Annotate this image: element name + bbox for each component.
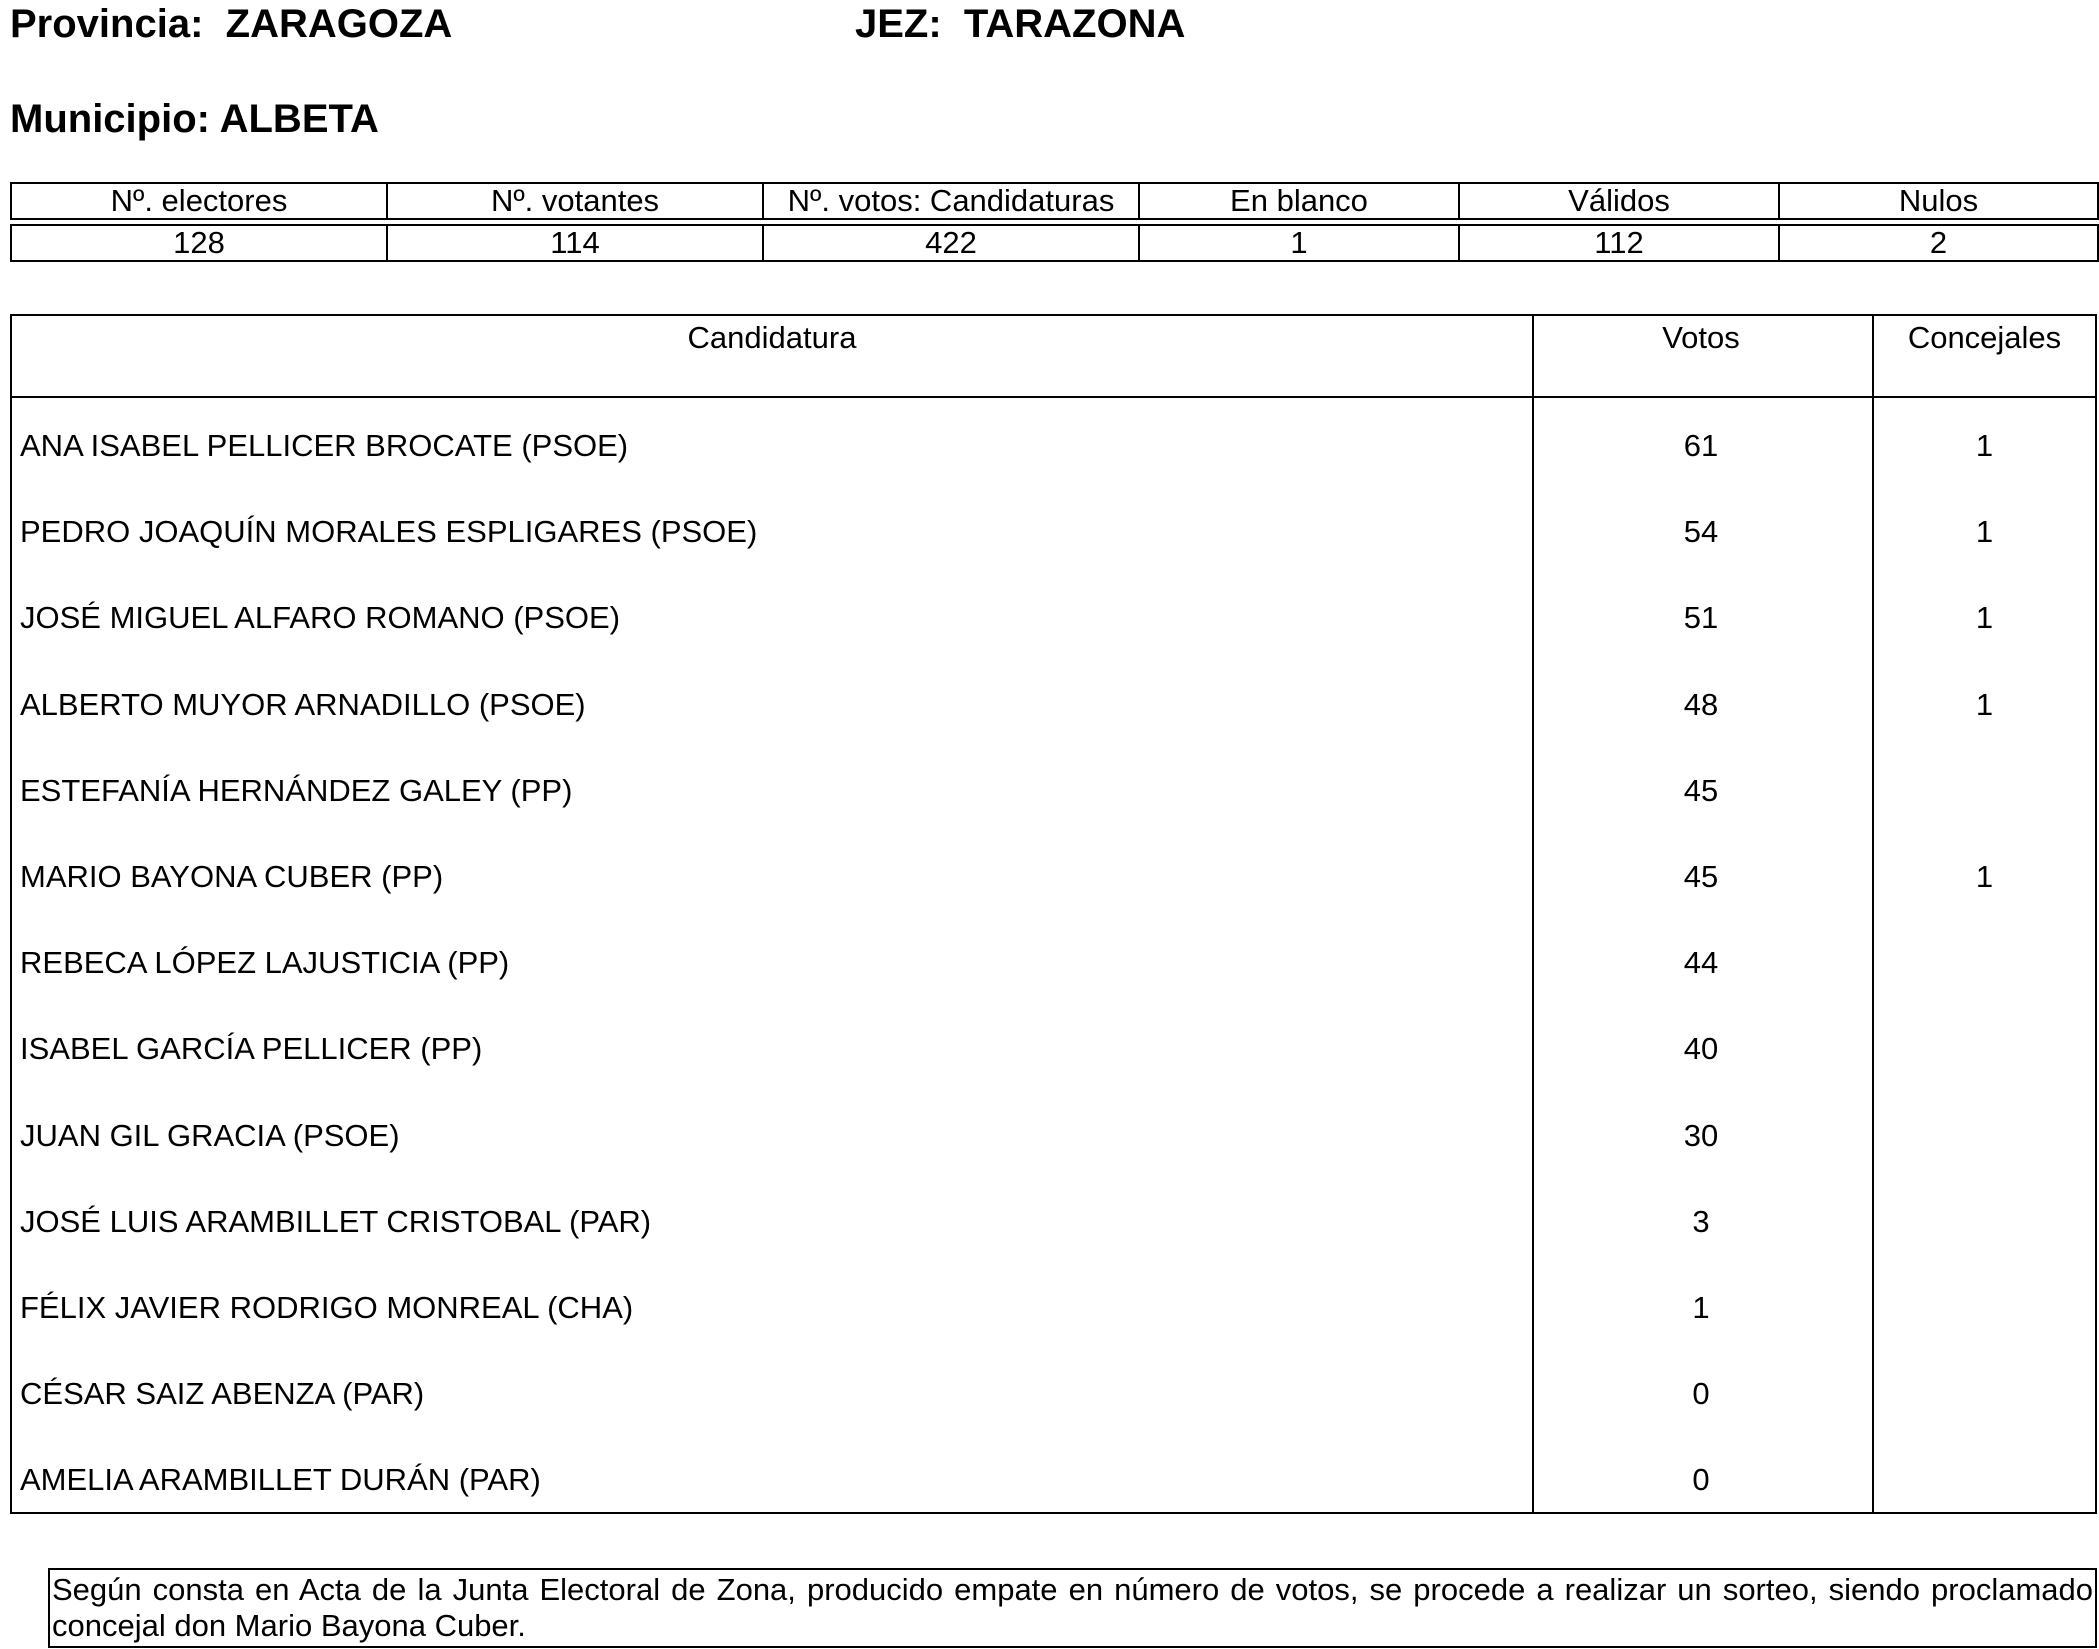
- candidate-name: REBECA LÓPEZ LAJUSTICIA (PP): [20, 945, 510, 981]
- table-row: [12, 570, 2095, 656]
- candidate-name: ESTEFANÍA HERNÁNDEZ GALEY (PP): [20, 772, 573, 808]
- summary-value-votos-candidaturas: 422: [763, 225, 1139, 261]
- table-row: [12, 829, 2095, 915]
- table-row: [12, 1174, 2095, 1260]
- tie-break-note: Según consta en Acta de la Junta Electoral de Zona, producido empate en número de votos, se procede a realizar un sorteo, siendo proclamado concejal don Mario Bayona Cuber.: [48, 1568, 2097, 1648]
- candidate-name: MARIO BAYONA CUBER (PP): [20, 858, 444, 894]
- results-rows: [12, 398, 2095, 1518]
- header-candidatura: Candidatura: [687, 320, 857, 355]
- municipio-value: ALBETA: [219, 97, 379, 141]
- summary-value-en-blanco: 1: [1139, 225, 1459, 261]
- candidate-concejales: 1: [1975, 514, 1994, 550]
- provincia-heading: [10, 0, 452, 48]
- candidate-name: JOSÉ MIGUEL ALFARO ROMANO (PSOE): [20, 600, 621, 636]
- summary-value-nulos: 2: [1779, 225, 2098, 261]
- candidate-concejales: 1: [1975, 428, 1994, 463]
- table-row: [12, 1001, 2095, 1087]
- table-row: [12, 1346, 2095, 1432]
- summary-header-nulos: Nulos: [1779, 183, 2098, 219]
- candidate-name: ALBERTO MUYOR ARNADILLO (PSOE): [20, 686, 586, 722]
- candidate-votes: 0: [1692, 1376, 1710, 1412]
- table-row: [12, 398, 2095, 484]
- municipio-heading: [10, 95, 379, 143]
- candidate-votes: 30: [1683, 1117, 1719, 1153]
- candidate-name: JOSÉ LUIS ARAMBILLET CRISTOBAL (PAR): [20, 1203, 652, 1239]
- candidate-name: JUAN GIL GRACIA (PSOE): [20, 1117, 400, 1153]
- candidate-votes: 44: [1683, 945, 1719, 981]
- table-row: [12, 915, 2095, 1001]
- table-row: [12, 743, 2095, 829]
- summary-header-row: [11, 183, 2098, 219]
- table-row: [12, 1088, 2095, 1174]
- candidate-votes: 0: [1692, 1462, 1710, 1498]
- summary-header-electores: Nº. electores: [11, 183, 387, 219]
- summary-header-validos: Válidos: [1459, 183, 1779, 219]
- candidate-votes: 40: [1683, 1031, 1719, 1067]
- candidate-name: FÉLIX JAVIER RODRIGO MONREAL (CHA): [20, 1289, 634, 1325]
- candidate-concejales: 1: [1975, 686, 1994, 722]
- jez-heading: [855, 0, 1185, 48]
- table-row: [12, 1432, 2095, 1518]
- candidate-votes: 1: [1692, 1289, 1710, 1325]
- candidate-votes: 45: [1683, 772, 1719, 808]
- header-votos: Votos: [1662, 320, 1740, 355]
- summary-value-electores: 128: [11, 225, 387, 261]
- results-table: [10, 314, 2097, 1514]
- candidate-name: ISABEL GARCÍA PELLICER (PP): [20, 1031, 483, 1067]
- summary-header-en-blanco: En blanco: [1139, 183, 1459, 219]
- municipio-label: Municipio:: [10, 97, 210, 141]
- candidate-name: PEDRO JOAQUÍN MORALES ESPLIGARES (PSOE): [20, 514, 758, 550]
- candidate-votes: 45: [1683, 858, 1719, 894]
- candidate-votes: 51: [1683, 600, 1719, 636]
- candidate-name: CÉSAR SAIZ ABENZA (PAR): [20, 1376, 425, 1412]
- provincia-value: ZARAGOZA: [225, 2, 453, 46]
- table-row: [12, 1260, 2095, 1346]
- summary-header-votos-candidaturas: Nº. votos: Candidaturas: [763, 183, 1139, 219]
- candidate-votes: 61: [1683, 428, 1719, 463]
- summary-value-row: [11, 225, 2098, 261]
- provincia-label: Provincia:: [10, 2, 204, 46]
- table-row: [12, 484, 2095, 570]
- table-row: [12, 657, 2095, 743]
- summary-value-validos: 112: [1459, 225, 1779, 261]
- header-concejales: Concejales: [1907, 320, 2062, 355]
- candidate-concejales: 1: [1975, 858, 1994, 894]
- candidate-name: AMELIA ARAMBILLET DURÁN (PAR): [20, 1462, 541, 1498]
- jez-label: JEZ:: [855, 2, 942, 46]
- candidate-votes: 48: [1683, 686, 1719, 722]
- summary-table: [10, 182, 2099, 262]
- summary-header-votantes: Nº. votantes: [387, 183, 763, 219]
- candidate-votes: 54: [1683, 514, 1719, 550]
- candidate-concejales: 1: [1975, 600, 1994, 636]
- summary-value-votantes: 114: [387, 225, 763, 261]
- candidate-votes: 3: [1692, 1203, 1710, 1239]
- candidate-name: ANA ISABEL PELLICER BROCATE (PSOE): [20, 428, 629, 463]
- jez-value: TARAZONA: [963, 2, 1186, 46]
